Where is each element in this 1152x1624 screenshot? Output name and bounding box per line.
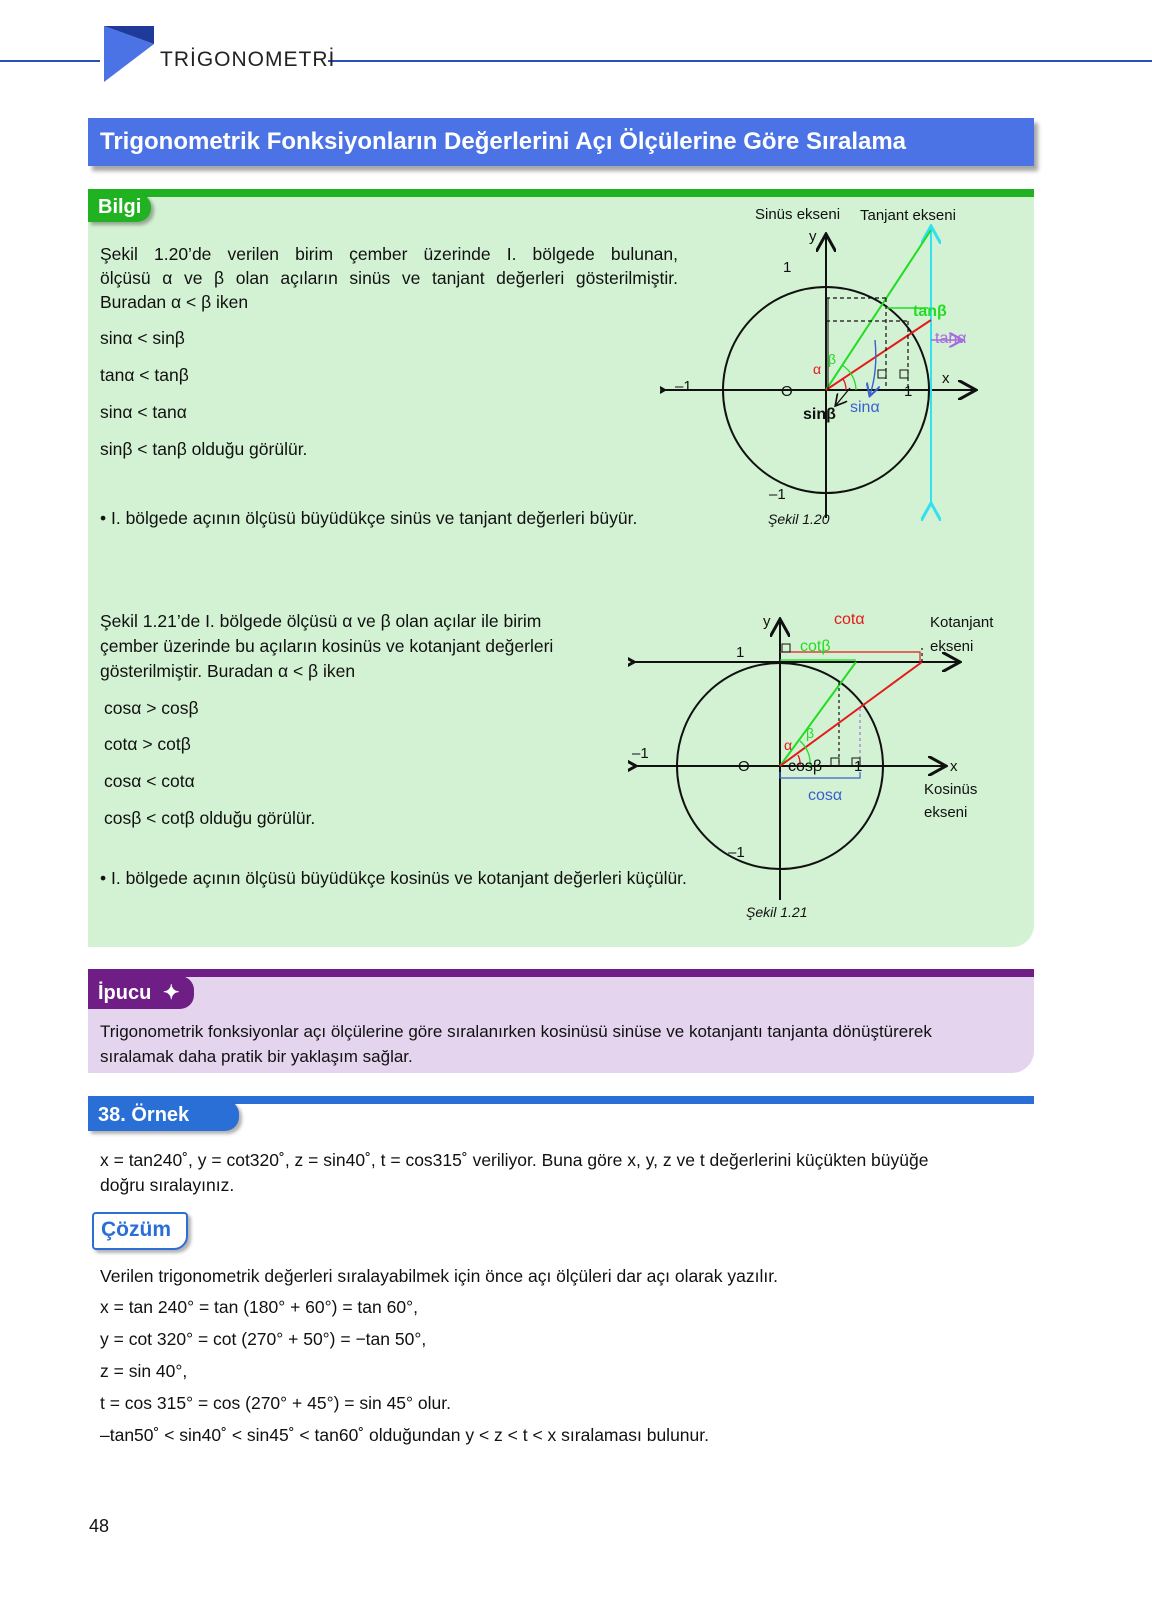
ornek-question-1: x = tan240˚, y = cot320˚, z = sin40˚, t = cos315˚ veriliyor. Buna göre x, y, z ve t değerlerini küçükten büyüğe [100,1150,929,1170]
minus-one-left: –1 [675,378,692,395]
bilgi-p1-line1: Şekil 1.20’de verilen birim çember üzerinde I. bölgede bulunan, [100,244,678,264]
bilgi-note2: • I. bölgede açının ölçüsü büyüdükçe kosinüs ve kotanjant değerleri küçülür. [100,868,687,888]
ornek-tag: 38. Örnek [88,1100,239,1131]
y-label: y [763,613,771,630]
section-title: Trigonometrik Fonksiyonların Değerlerini Açı Ölçülerine Göre Sıralama [100,128,907,155]
ineq2-3: cosβ < cotβ olduğu görülür. [104,808,316,828]
section-title-bar [88,118,1034,166]
cotb-label: cotβ [800,638,831,655]
alpha-label: α [813,361,822,377]
kotanjant-label-1: Kotanjant [930,614,994,631]
ineq1-2: sinα < tanα [100,402,187,422]
alpha-label: α [784,737,793,753]
header-triangle-icon [104,26,156,84]
bilgi-note1: • I. bölgede açının ölçüsü büyüdükçe sinüs ve tanjant değerleri büyür. [100,508,638,528]
caption: Şekil 1.20 [768,511,830,527]
cozum-line-3: z = sin 40°, [100,1361,188,1381]
ipucu-tag-label: İpucu [98,982,152,1004]
minus-one-bottom: –1 [728,844,745,861]
right-angle-2 [900,370,908,378]
one-top: 1 [783,259,792,276]
ornek-question-2: doğru sıralayınız. [100,1175,235,1195]
right-angle-top [782,644,790,652]
beta-label: β [828,351,837,367]
right-angle-1 [831,758,839,766]
tanb-label: tanβ [913,303,947,320]
cozum-line-4: t = cos 315° = cos (270° + 45°) = sin 45° olur. [100,1393,451,1413]
one-right: 1 [904,383,913,400]
one-right: 1 [854,758,863,775]
ray-alpha [780,662,922,766]
bilgi-top-bar [88,189,1034,197]
ineq2-1: cotα > cotβ [104,734,191,754]
chapter-title: TRİGONOMETRİ [160,48,336,71]
sina-label: sinα [850,399,880,416]
ipucu-tag [88,976,194,1009]
tana-label: tanα [935,330,967,347]
bilgi-p1-line2: ölçüsü α ve β olan açıların sinüs ve tanjant değerleri gösterilmiştir. [100,268,678,288]
right-angle-1 [878,370,886,378]
cozum-line-2: y = cot 320° = cot (270° + 50°) = −tan 50°, [100,1329,427,1349]
sinb-label: sinβ [803,406,836,423]
bilgi-p2-line2: çember üzerinde bu açıların kosinüs ve kotanjant değerleri [100,636,554,656]
cozum-tag-label: Çözüm [101,1218,171,1241]
caption: Şekil 1.21 [746,904,808,920]
ineq2-2: cosα < cotα [104,771,195,791]
header-line-right [328,60,1152,62]
cosa-label: cosα [808,787,843,804]
ineq2-0: cosα > cosβ [104,698,199,718]
kosinus-label-1: Kosinüs [924,781,978,798]
kotanjant-label-2: ekseni [930,638,974,655]
cozum-line-0: Verilen trigonometrik değerleri sıralayabilmek için önce açı ölçüleri dar açı olarak yazılır. [100,1266,778,1286]
cozum-line-1: x = tan 240° = tan (180° + 60°) = tan 60°, [100,1297,418,1317]
ray-alpha [826,320,931,390]
ipucu-text-1: Trigonometrik fonksiyonlar açı ölçülerine göre sıralanırken kosinüsü sinüse ve kotanjantı tanjanta dönüştürerek [100,1022,932,1041]
kosinus-label-2: ekseni [924,804,968,821]
ipucu-top-bar [88,969,1034,977]
sparkle-icon: ✦ [162,982,180,1004]
ineq1-0: sinα < sinβ [100,328,185,348]
alpha-arc [843,379,846,390]
beta-label: β [806,725,815,741]
origin: O [781,383,793,400]
sinus-axis-label: Sinüs ekseni [755,206,841,223]
ineq1-1: tanα < tanβ [100,365,189,385]
figure-1-20 [660,200,1020,550]
cozum-line-5: –tan50˚ < sin40˚ < sin45˚ < tan60˚ olduğundan y < z < t < x sıralaması bulunur. [100,1425,709,1445]
ineq1-3: sinβ < tanβ olduğu görülür. [100,439,308,459]
minus-one-left: –1 [632,745,649,762]
bilgi-tag: Bilgi [88,193,151,222]
sina-arrow [870,340,876,395]
page-number: 48 [89,1516,110,1536]
y-label: y [809,228,817,245]
bilgi-p2-line3: gösterilmiştir. Buradan α < β iken [100,661,356,681]
x-label: x [950,758,958,775]
ipucu-text-2: sıralamak daha pratik bir yaklaşım sağlar. [100,1047,413,1066]
cota-label: cotα [834,611,865,628]
origin: O [738,758,750,775]
tanjant-axis-label: Tanjant ekseni [860,207,956,224]
header-line-left [0,60,100,62]
bilgi-p2-line1: Şekil 1.21’de I. bölgede ölçüsü α ve β olan açılar ile birim [100,611,542,631]
cozum-tag [92,1212,188,1250]
bilgi-p1-line3: Buradan α < β iken [100,292,249,312]
minus-one-bottom: –1 [769,486,786,503]
one-top: 1 [736,644,745,661]
figure-1-21 [628,608,1028,928]
cosb-label: cosβ [788,758,823,775]
x-label: x [942,370,950,387]
